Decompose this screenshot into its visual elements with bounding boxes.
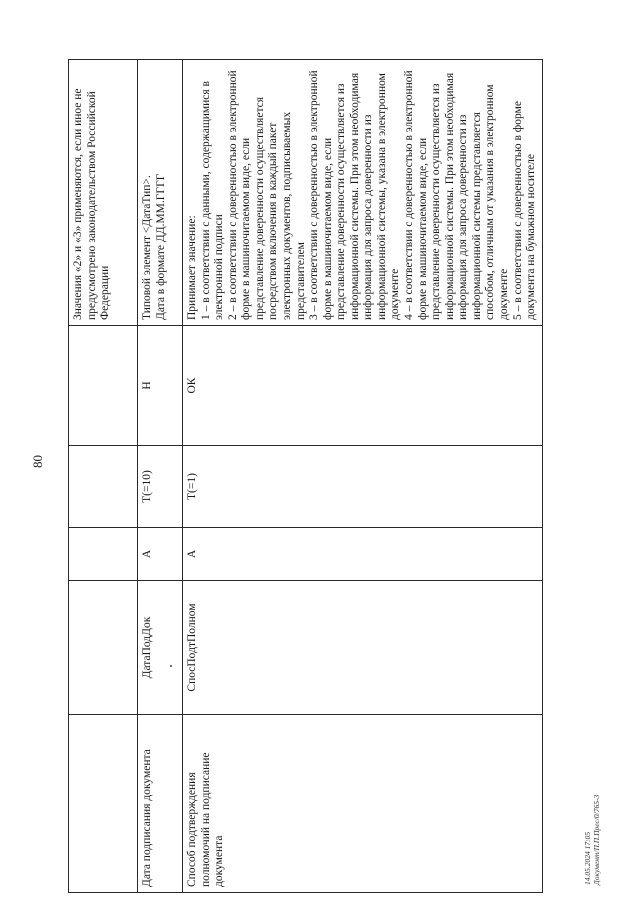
notes-cell <box>138 60 183 326</box>
table-cell <box>69 446 138 528</box>
value-item: 4 – в соответствии с доверенностью в электронной форме в машиночитаемом виде, если представление доверенности осуществляется из информационной системы. При этом необходимая информация для запроса доверенности из информационной системы представляется способом, отличным от указания в электронном документе <box>403 70 510 320</box>
table-row <box>138 60 183 893</box>
signature-date: 14.05.2024 17:05 <box>583 831 592 885</box>
table-row <box>183 60 543 893</box>
scan-speck <box>170 665 172 667</box>
notes-cell <box>183 60 543 326</box>
type-cell: A <box>138 528 183 581</box>
element-name-cell: Дата подписания документа <box>138 715 183 893</box>
element-code-cell: СпосПодтПолном <box>183 581 543 715</box>
requirement-cell: ОК <box>183 326 543 446</box>
value-item: 2 – в соответствии с доверенностью в электронной форме в машиночитаемом виде, если представление доверенности осуществляется посредством включения в каждый пакет электронных документов, подписываемых представителем <box>226 70 307 320</box>
table-cell <box>69 715 138 893</box>
notes-line: Дата в формате ДД.ММ.ГГГГ <box>154 173 167 320</box>
data-table <box>68 59 543 893</box>
value-item: 3 – в соответствии с доверенностью в электронной форме в машиночитаемом виде, если представление доверенности осуществляется из информационной системы. При этом необходимая информация для запроса доверенности из информационной системы, указана в электронном документе <box>308 70 402 320</box>
format-cell: T(=1) <box>183 446 543 528</box>
element-name-cell: Способ подтверждения полномочий на подписание документа <box>183 715 543 893</box>
type-cell: A <box>183 528 543 581</box>
signature-stamp <box>583 795 602 885</box>
notes-cell: Значения «2» и «3» применяются, если иное не предусмотрено законодательством Российской Федерации <box>69 60 138 326</box>
value-item: 1 – в соответствии с данными, содержащимися в электронной подписи <box>199 81 226 320</box>
notes-line: Типовой элемент <ДатаТип>. <box>141 175 153 320</box>
element-code-cell: ДатаПодДок <box>138 581 183 715</box>
table-row <box>69 60 138 893</box>
page-number: 80 <box>30 455 45 468</box>
table-cell <box>69 326 138 446</box>
table-cell <box>69 581 138 715</box>
signature-id: Документ/П.П.Прес/0/765-3 <box>592 794 602 885</box>
value-item: 5 – в соответствии с доверенностью в форме документа на бумажном носителе <box>511 101 538 320</box>
notes-intro: Принимает значение: <box>186 215 198 320</box>
requirement-cell: Н <box>138 326 183 446</box>
table-cell <box>69 528 138 581</box>
format-cell: T(=10) <box>138 446 183 528</box>
